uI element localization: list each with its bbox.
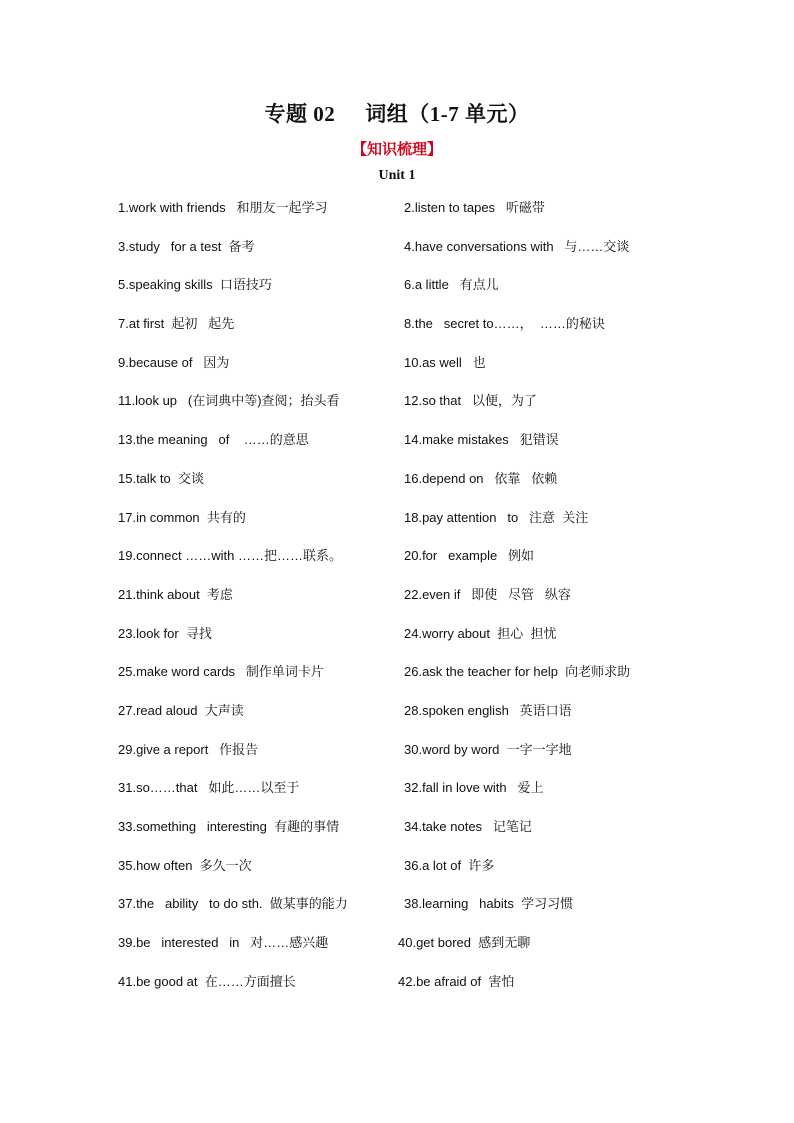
page-title — [0, 98, 794, 128]
phrase-item: 3.study for a test 备考 — [118, 238, 255, 254]
section-tag: 【知识梳理】 — [351, 142, 442, 158]
phrase-row — [118, 237, 718, 276]
phrase-item: 34.take notes 记笔记 — [404, 819, 532, 834]
phrase-item: 29.give a report 作报告 — [118, 741, 259, 757]
phrase-item: 6.a little 有点儿 — [404, 277, 499, 293]
phrase-item: 20.for example 例如 — [404, 548, 535, 564]
phrase-row — [118, 817, 718, 856]
phrase-item: 42.be afraid of 害怕 — [398, 973, 515, 989]
phrase-item: 26.ask the teacher for help 向老师求助 — [404, 664, 631, 680]
phrase-row — [118, 894, 718, 933]
phrase-item: 18.pay attention to 注意 关注 — [404, 509, 589, 525]
phrase-item: 41.be good at 在……方面擅长 — [118, 973, 296, 989]
phrase-row — [118, 856, 718, 895]
phrase-item: 36.a lot of 许多 — [404, 857, 495, 873]
phrase-row — [118, 972, 718, 1011]
phrase-item: 13.the meaning of ……的意思 — [118, 432, 309, 448]
phrase-row — [118, 469, 718, 508]
phrase-item: 15.talk to 交谈 — [118, 470, 204, 486]
phrase-item: 38.learning habits 学习习惯 — [404, 896, 574, 912]
phrase-item: 23.look for 寻找 — [118, 625, 212, 641]
phrase-item: 25.make word cards 制作单词卡片 — [118, 664, 324, 680]
phrase-item: 24.worry about 担心 担忧 — [404, 625, 557, 641]
phrase-row — [118, 740, 718, 779]
phrase-item: 16.depend on 依靠 依赖 — [404, 470, 558, 486]
phrase-item: 1.work with friends 和朋友一起学习 — [118, 200, 328, 215]
phrase-item: 33.something interesting 有趣的事情 — [118, 819, 340, 834]
phrase-list — [118, 198, 718, 1010]
phrase-row — [118, 430, 718, 469]
phrase-item: 19.connect ……with ……把……联系。 — [118, 548, 342, 564]
phrase-row — [118, 198, 718, 237]
phrase-item: 30.word by word 一字一字地 — [404, 741, 572, 757]
phrase-row — [118, 546, 718, 585]
phrase-item: 32.fall in love with 爱上 — [404, 780, 544, 796]
unit-heading: Unit 1 — [378, 168, 416, 183]
phrase-item: 11.look up (在词典中等)查阅；抬头看 — [118, 393, 340, 409]
phrase-item: 21.think about 考虑 — [118, 586, 233, 602]
phrase-item: 7.at first 起初 起先 — [118, 316, 235, 332]
phrase-item: 14.make mistakes 犯错误 — [404, 432, 559, 448]
phrase-item: 37.the ability to do sth. 做某事的能力 — [118, 896, 348, 912]
phrase-row — [118, 933, 718, 972]
phrase-row — [118, 585, 718, 624]
phrase-item: 4.have conversations with 与……交谈 — [404, 238, 630, 254]
phrase-item: 39.be interested in 对……感兴趣 — [118, 935, 329, 951]
phrase-row — [118, 778, 718, 817]
phrase-row — [118, 353, 718, 392]
phrase-item: 2.listen to tapes 听磁带 — [404, 200, 545, 215]
phrase-item: 35.how often 多久一次 — [118, 857, 252, 873]
phrase-item: 10.as well 也 — [404, 354, 486, 370]
phrase-row — [118, 508, 718, 547]
phrase-item: 22.even if 即使 尽管 纵容 — [404, 586, 571, 602]
phrase-item: 5.speaking skills 口语技巧 — [118, 277, 272, 293]
phrase-item: 27.read aloud 大声读 — [118, 702, 244, 718]
phrase-row — [118, 314, 718, 353]
phrase-row — [118, 391, 718, 430]
phrase-row — [118, 701, 718, 740]
phrase-item: 40.get bored 感到无聊 — [398, 935, 531, 951]
phrase-item: 12.so that 以便，为了 — [404, 393, 537, 409]
phrase-item: 17.in common 共有的 — [118, 509, 246, 525]
title-main: 专题 02 — [264, 102, 336, 126]
phrase-item: 31.so……that 如此……以至于 — [118, 780, 300, 796]
phrase-row — [118, 624, 718, 663]
phrase-item: 9.because of 因为 — [118, 354, 230, 370]
phrase-item: 28.spoken english 英语口语 — [404, 702, 572, 718]
title-sub: 词组（1-7 单元） — [365, 102, 530, 126]
phrase-row — [118, 662, 718, 701]
phrase-item: 8.the secret to……， ……的秘诀 — [404, 316, 605, 332]
phrase-row — [118, 275, 718, 314]
